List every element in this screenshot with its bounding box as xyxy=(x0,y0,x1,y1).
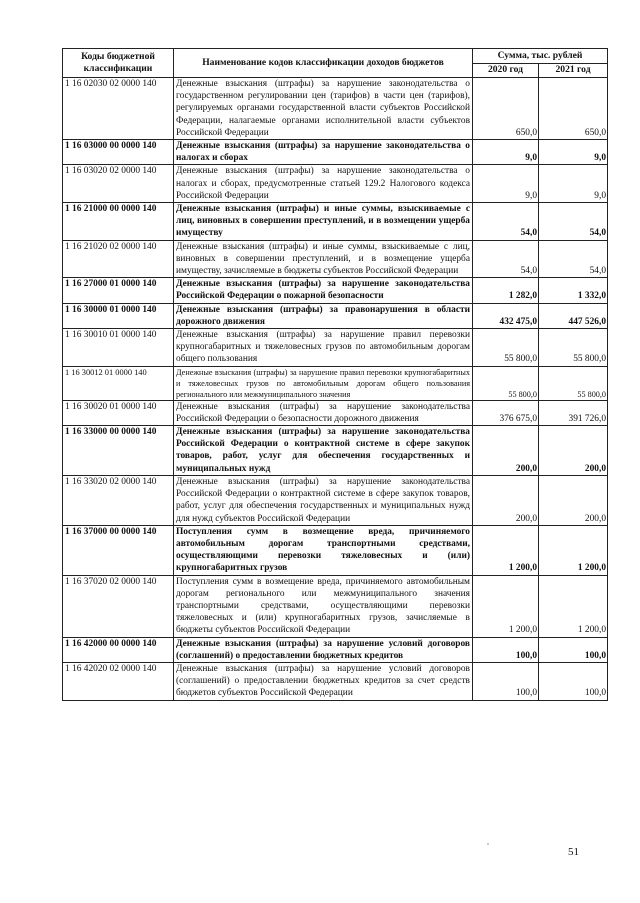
row-name: Денежные взыскания (штрафы) за нарушение законодательства Российской Федерации о пожарной безопасности xyxy=(174,278,473,303)
table-body xyxy=(63,78,608,701)
row-value-2020: 200,0 xyxy=(473,475,539,525)
table-row xyxy=(63,525,608,575)
row-value-2021: 391 726,0 xyxy=(539,400,608,425)
row-value-2020: 200,0 xyxy=(473,426,539,476)
row-code: 1 16 03000 00 0000 140 xyxy=(63,140,174,165)
row-value-2021: 200,0 xyxy=(539,426,608,476)
row-value-2021: 100,0 xyxy=(539,637,608,662)
row-value-2020: 650,0 xyxy=(473,78,539,140)
row-name: Денежные взыскания (штрафы) за нарушение правил перевозки крупногабаритных и тяжеловесных грузов по автомобильным дорогам общего пользования xyxy=(174,329,473,367)
row-name: Денежные взыскания (штрафы) за правонарушения в области дорожного движения xyxy=(174,303,473,328)
row-name: Денежные взыскания (штрафы) за нарушение условий договоров (соглашений) о предоставлении бюджетных кредитов за счет средств бюджетов субъектов Российской Федерации xyxy=(174,662,473,700)
row-name: Денежные взыскания (штрафы) за нарушение законодательства Российской Федерации о контрактной системе в сфере закупок товаров, работ, услуг для обеспечения государственных и муниципальных нужд для нужд субъектов Российской Федерации xyxy=(174,475,473,525)
row-code: 1 16 02030 02 0000 140 xyxy=(63,78,174,140)
row-value-2021: 54,0 xyxy=(539,203,608,241)
row-name: Денежные взыскания (штрафы) за нарушение условий договоров (соглашений) о предоставлении бюджетных кредитов xyxy=(174,637,473,662)
header-sum: Сумма, тыс. рублей xyxy=(473,49,608,64)
row-value-2020: 1 282,0 xyxy=(473,278,539,303)
row-code: 1 16 30012 01 0000 140 xyxy=(63,366,174,400)
table-row xyxy=(63,203,608,241)
row-value-2021: 9,0 xyxy=(539,165,608,203)
table-row xyxy=(63,575,608,637)
header-name: Наименование кодов классификации доходов бюджетов xyxy=(174,49,473,78)
row-code: 1 16 27000 01 0000 140 xyxy=(63,278,174,303)
table-row xyxy=(63,165,608,203)
row-value-2020: 1 200,0 xyxy=(473,575,539,637)
row-value-2021: 447 526,0 xyxy=(539,303,608,328)
row-name: Поступления сумм в возмещение вреда, причиняемого автомобильным дорогам регионального или межмуниципального значения транспортными средствами, осуществляющими перевозки тяжеловесных и (или) крупногабаритных грузов, зачисляемые в бюджеты субъектов Российской Федерации xyxy=(174,575,473,637)
row-value-2021: 1 200,0 xyxy=(539,525,608,575)
row-value-2020: 376 675,0 xyxy=(473,400,539,425)
row-value-2020: 55 800,0 xyxy=(473,329,539,367)
row-value-2021: 55 800,0 xyxy=(539,329,608,367)
row-value-2021: 650,0 xyxy=(539,78,608,140)
row-value-2021: 1 332,0 xyxy=(539,278,608,303)
row-code: 1 16 30010 01 0000 140 xyxy=(63,329,174,367)
row-value-2020: 100,0 xyxy=(473,662,539,700)
row-name: Денежные взыскания (штрафы) и иные суммы, взыскиваемые с лиц, виновных в совершении преступлений, и в возмещение ущерба имуществу, зачисляемые в бюджеты субъектов Российской Федерации xyxy=(174,240,473,278)
row-name: Денежные взыскания (штрафы) за нарушение законодательства о налогах и сборах, предусмотренные статьей 129.2 Налогового кодекса Российской Федерации xyxy=(174,165,473,203)
table-row xyxy=(63,662,608,700)
row-value-2020: 432 475,0 xyxy=(473,303,539,328)
table-row xyxy=(63,278,608,303)
row-code: 1 16 37020 02 0000 140 xyxy=(63,575,174,637)
row-value-2021: 100,0 xyxy=(539,662,608,700)
table-row xyxy=(63,140,608,165)
row-name: Денежные взыскания (штрафы) за нарушение законодательства Российской Федерации о контрактной системе в сфере закупок товаров, работ, услуг для обеспечения государственных и муниципальных нужд xyxy=(174,426,473,476)
row-name: Денежные взыскания (штрафы) за нарушение правил перевозки крупногабаритных и тяжеловесных грузов по автомобильным дорогам общего пользования регионального или межмуниципального значения xyxy=(174,366,473,400)
table-row xyxy=(63,400,608,425)
row-code: 1 16 33000 00 0000 140 xyxy=(63,426,174,476)
row-code: 1 16 30000 01 0000 140 xyxy=(63,303,174,328)
row-value-2021: 9,0 xyxy=(539,140,608,165)
header-year-2021: 2021 год xyxy=(539,64,608,78)
revenue-classification-table xyxy=(62,48,608,701)
table-row xyxy=(63,366,608,400)
table-row xyxy=(63,426,608,476)
row-name: Поступления сумм в возмещение вреда, причиняемого автомобильным дорогам транспортными средствами, осуществляющими перевозки тяжеловесных и (или) крупногабаритных грузов xyxy=(174,525,473,575)
row-value-2021: 54,0 xyxy=(539,240,608,278)
row-name: Денежные взыскания (штрафы) за нарушение законодательства Российской Федерации о безопасности дорожного движения xyxy=(174,400,473,425)
row-code: 1 16 42020 02 0000 140 xyxy=(63,662,174,700)
header-code: Коды бюджетной классификации xyxy=(63,49,174,78)
table-row xyxy=(63,303,608,328)
header-year-2020: 2020 год xyxy=(473,64,539,78)
row-value-2020: 9,0 xyxy=(473,165,539,203)
table-header-row xyxy=(63,49,608,64)
row-value-2020: 100,0 xyxy=(473,637,539,662)
row-value-2021: 55 800,0 xyxy=(539,366,608,400)
table-row xyxy=(63,329,608,367)
row-name: Денежные взыскания (штрафы) за нарушение законодательства о налогах и сборах xyxy=(174,140,473,165)
row-value-2020: 9,0 xyxy=(473,140,539,165)
row-code: 1 16 33020 02 0000 140 xyxy=(63,475,174,525)
row-name: Денежные взыскания (штрафы) за нарушение законодательства о государственном регулировании цен (тарифов) в части цен (тарифов), регулируемых органами государственной власти субъектов Российской Федерации, налагаемые органами исполнительной власти субъектов Российской Федерации xyxy=(174,78,473,140)
row-value-2020: 54,0 xyxy=(473,240,539,278)
table-row xyxy=(63,78,608,140)
row-value-2020: 1 200,0 xyxy=(473,525,539,575)
row-code: 1 16 30020 01 0000 140 xyxy=(63,400,174,425)
row-code: 1 16 03020 02 0000 140 xyxy=(63,165,174,203)
table-row xyxy=(63,637,608,662)
revenue-table-page xyxy=(62,48,607,701)
row-value-2021: 1 200,0 xyxy=(539,575,608,637)
row-code: 1 16 37000 00 0000 140 xyxy=(63,525,174,575)
row-value-2021: 200,0 xyxy=(539,475,608,525)
row-value-2020: 55 800,0 xyxy=(473,366,539,400)
row-code: 1 16 21000 00 0000 140 xyxy=(63,203,174,241)
row-code: 1 16 21020 02 0000 140 xyxy=(63,240,174,278)
scan-speck xyxy=(487,843,489,845)
row-name: Денежные взыскания (штрафы) и иные суммы, взыскиваемые с лиц, виновных в совершении преступлений, и в возмещении ущерба имуществу xyxy=(174,203,473,241)
row-code: 1 16 42000 00 0000 140 xyxy=(63,637,174,662)
row-value-2020: 54,0 xyxy=(473,203,539,241)
table-row xyxy=(63,475,608,525)
page-number: 51 xyxy=(568,846,579,858)
table-row xyxy=(63,240,608,278)
